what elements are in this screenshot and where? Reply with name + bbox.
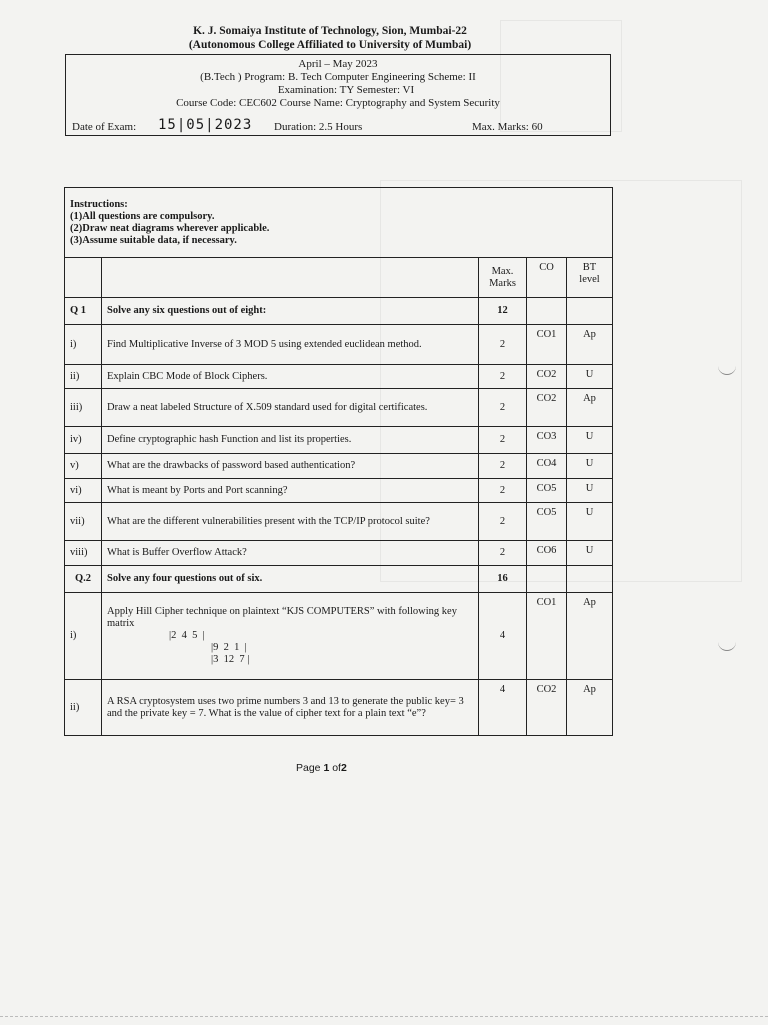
question-table [64, 187, 613, 736]
question-marks: 2 [479, 325, 527, 365]
question-text: What is Buffer Overflow Attack? [102, 541, 479, 566]
key-matrix-row: |9 2 1 | [211, 642, 247, 653]
question-bt: Ap [567, 593, 613, 680]
question-text: Draw a neat labeled Structure of X.509 standard used for digital certificates. [102, 389, 479, 427]
question-number: iii) [65, 389, 102, 427]
header-co: CO [527, 258, 567, 298]
date-label: Date of Exam: [72, 121, 137, 133]
question-number: vii) [65, 503, 102, 541]
question-cell [102, 593, 479, 680]
question-bt: Ap [567, 325, 613, 365]
question-text: What are the drawbacks of password based authentication? [102, 454, 479, 479]
question-co: CO1 [527, 325, 567, 365]
section-marks: 12 [479, 298, 527, 325]
question-co: CO2 [527, 389, 567, 427]
question-number: i) [65, 325, 102, 365]
question-number: i) [65, 593, 102, 680]
key-matrix-row: |3 12 7 | [211, 654, 250, 665]
page-footer [296, 762, 347, 774]
question-text: What are the different vulnerabilities present with the TCP/IP protocol suite? [102, 503, 479, 541]
question-marks: 2 [479, 389, 527, 427]
question-row [65, 541, 613, 566]
question-co: CO6 [527, 541, 567, 566]
footer-prefix: Page [296, 762, 324, 774]
header-bt-level: BT level [567, 258, 613, 298]
question-marks: 2 [479, 503, 527, 541]
question-marks: 2 [479, 365, 527, 389]
exam-details-box [65, 54, 611, 136]
question-row [65, 325, 613, 365]
exam-date-row [72, 117, 604, 135]
question-row [65, 427, 613, 454]
footer-of: of [329, 762, 341, 774]
section-number: Q.2 [65, 566, 102, 593]
section-row [65, 298, 613, 325]
question-text: Apply Hill Cipher technique on plaintext “KJS COMPUTERS” with following key matrix [107, 606, 457, 629]
exam-program: (B.Tech ) Program: B. Tech Computer Engineering Scheme: II [200, 71, 476, 83]
question-number: v) [65, 454, 102, 479]
question-row [65, 593, 613, 680]
question-marks: 2 [479, 454, 527, 479]
punch-hole-mark [718, 636, 736, 651]
instruction-item: (1)All questions are compulsory. [70, 210, 215, 222]
key-matrix-row: |2 4 5 | [169, 630, 205, 641]
question-number: vi) [65, 479, 102, 503]
question-bt: U [567, 541, 613, 566]
section-title: Solve any four questions out of six. [102, 566, 479, 593]
question-row [65, 365, 613, 389]
question-text: What is meant by Ports and Port scanning? [102, 479, 479, 503]
instructions-title: Instructions: [70, 198, 128, 210]
section-number: Q 1 [65, 298, 102, 325]
question-bt: U [567, 454, 613, 479]
question-co: CO3 [527, 427, 567, 454]
question-marks: 2 [479, 479, 527, 503]
section-row [65, 566, 613, 593]
institute-name: K. J. Somaiya Institute of Technology, Sion, Mumbai-22 [193, 25, 467, 37]
question-number: ii) [65, 365, 102, 389]
question-bt: U [567, 479, 613, 503]
section-title: Solve any six questions out of eight: [102, 298, 479, 325]
question-number: iv) [65, 427, 102, 454]
question-co: CO2 [527, 680, 567, 736]
question-number: viii) [65, 541, 102, 566]
instruction-item: (2)Draw neat diagrams wherever applicable. [70, 222, 270, 234]
question-row [65, 389, 613, 427]
footer-total-pages: 2 [340, 762, 347, 774]
duration: Duration: 2.5 Hours [274, 121, 363, 133]
question-co: CO2 [527, 365, 567, 389]
exam-session: April – May 2023 [298, 58, 378, 70]
question-bt: Ap [567, 680, 613, 736]
question-row [65, 454, 613, 479]
question-row [65, 680, 613, 736]
question-row [65, 479, 613, 503]
exam-course: Course Code: CEC602 Course Name: Cryptography and System Security [176, 97, 500, 109]
institute-affiliation: (Autonomous College Affiliated to University of Mumbai) [188, 39, 472, 51]
question-marks: 4 [479, 680, 527, 736]
question-co: CO4 [527, 454, 567, 479]
institute-header [0, 24, 660, 52]
question-text: Explain CBC Mode of Block Ciphers. [102, 365, 479, 389]
question-bt: U [567, 427, 613, 454]
question-marks: 4 [479, 593, 527, 680]
question-marks: 2 [479, 427, 527, 454]
instructions-block [65, 188, 613, 258]
question-co: CO5 [527, 503, 567, 541]
question-text: A RSA cryptosystem uses two prime numbers 3 and 13 to generate the public key= 3 and the private key = 7. What is the value of cipher text for a plain text “e”? [102, 680, 479, 736]
section-marks: 16 [479, 566, 527, 593]
instruction-item: (3)Assume suitable data, if necessary. [70, 234, 237, 246]
header-max-marks: Max. Marks [479, 258, 527, 298]
date-value: 15|05|2023 [158, 117, 253, 133]
question-marks: 2 [479, 541, 527, 566]
question-number: ii) [65, 680, 102, 736]
question-bt: U [567, 503, 613, 541]
question-text: Define cryptographic hash Function and list its properties. [102, 427, 479, 454]
question-row [65, 503, 613, 541]
column-header-row [65, 258, 613, 298]
question-co: CO5 [527, 479, 567, 503]
exam-examination: Examination: TY Semester: VI [277, 84, 415, 96]
max-marks: Max. Marks: 60 [472, 121, 543, 133]
instructions-row [65, 188, 613, 258]
question-bt: Ap [567, 389, 613, 427]
question-bt: U [567, 365, 613, 389]
question-text: Find Multiplicative Inverse of 3 MOD 5 using extended euclidean method. [102, 325, 479, 365]
question-co: CO1 [527, 593, 567, 680]
footer-page-number: 1 [323, 762, 330, 774]
